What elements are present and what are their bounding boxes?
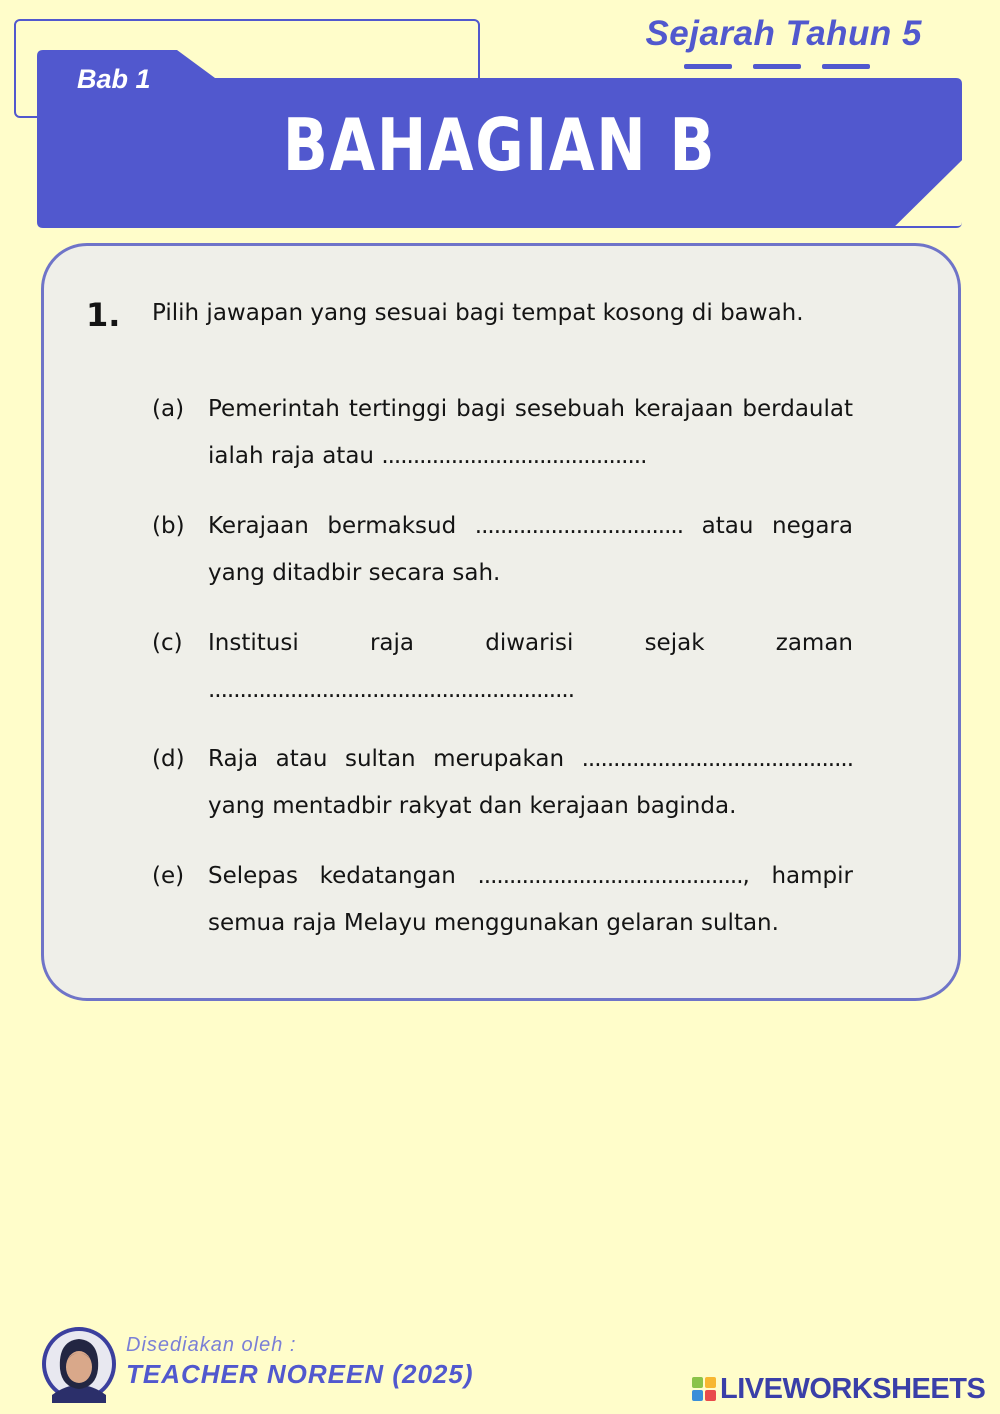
item-text-before: Selepas kedatangan: [208, 863, 478, 889]
item-text: [208, 503, 853, 597]
item-text-after: yang mentadbir rakyat dan kerajaan baginda.: [208, 793, 737, 819]
answer-blank[interactable]: ..........................................................: [208, 677, 575, 703]
item-label: (b): [152, 513, 185, 539]
brand-name: LIVEWORKSHEETS: [720, 1372, 986, 1405]
item-text-before: Kerajaan bermaksud: [208, 513, 475, 539]
item-text-before: Pemerintah tertinggi bagi sesebuah kerajaan berdaulat ialah raja atau: [208, 396, 853, 469]
item-label: (a): [152, 396, 185, 422]
brand-logo: [692, 1371, 985, 1407]
answer-blank[interactable]: .................................: [474, 513, 684, 539]
item-text: [208, 620, 853, 714]
item-label: (c): [152, 630, 183, 656]
question-item: [152, 853, 853, 947]
item-text-after: , hampir semua raja Melayu menggunakan gelaran sultan.: [208, 863, 853, 936]
prepared-by-label: Disediakan oleh :: [126, 1334, 297, 1356]
item-label: (e): [152, 863, 185, 889]
question-instruction: Pilih jawapan yang sesuai bagi tempat kosong di bawah.: [152, 300, 804, 326]
question-item: [152, 620, 853, 714]
item-text-before: Institusi raja diwarisi sejak zaman: [208, 630, 853, 656]
answer-blank[interactable]: ..........................................: [477, 863, 743, 889]
chapter-label: Bab 1: [77, 64, 151, 94]
item-text: [208, 736, 853, 830]
liveworksheets-icon: [692, 1377, 716, 1401]
item-text: [208, 853, 853, 947]
author-name: TEACHER NOREEN (2025): [126, 1359, 474, 1389]
item-text-before: Raja atau sultan merupakan: [208, 746, 582, 772]
question-item: [152, 503, 853, 597]
item-text: [208, 386, 853, 480]
item-label: (d): [152, 746, 185, 772]
question-item: [152, 736, 853, 830]
author-avatar: [40, 1325, 118, 1403]
section-title: BAHAGIAN B: [282, 103, 717, 187]
subject-title: Sejarah Tahun 5: [645, 14, 922, 53]
item-text-after: atau negara yang ditadbir secara sah.: [208, 513, 853, 586]
question-number: 1.: [86, 296, 121, 334]
answer-blank[interactable]: ...........................................: [581, 746, 853, 772]
question-item: [152, 386, 853, 480]
answer-blank[interactable]: ..........................................: [381, 443, 647, 469]
